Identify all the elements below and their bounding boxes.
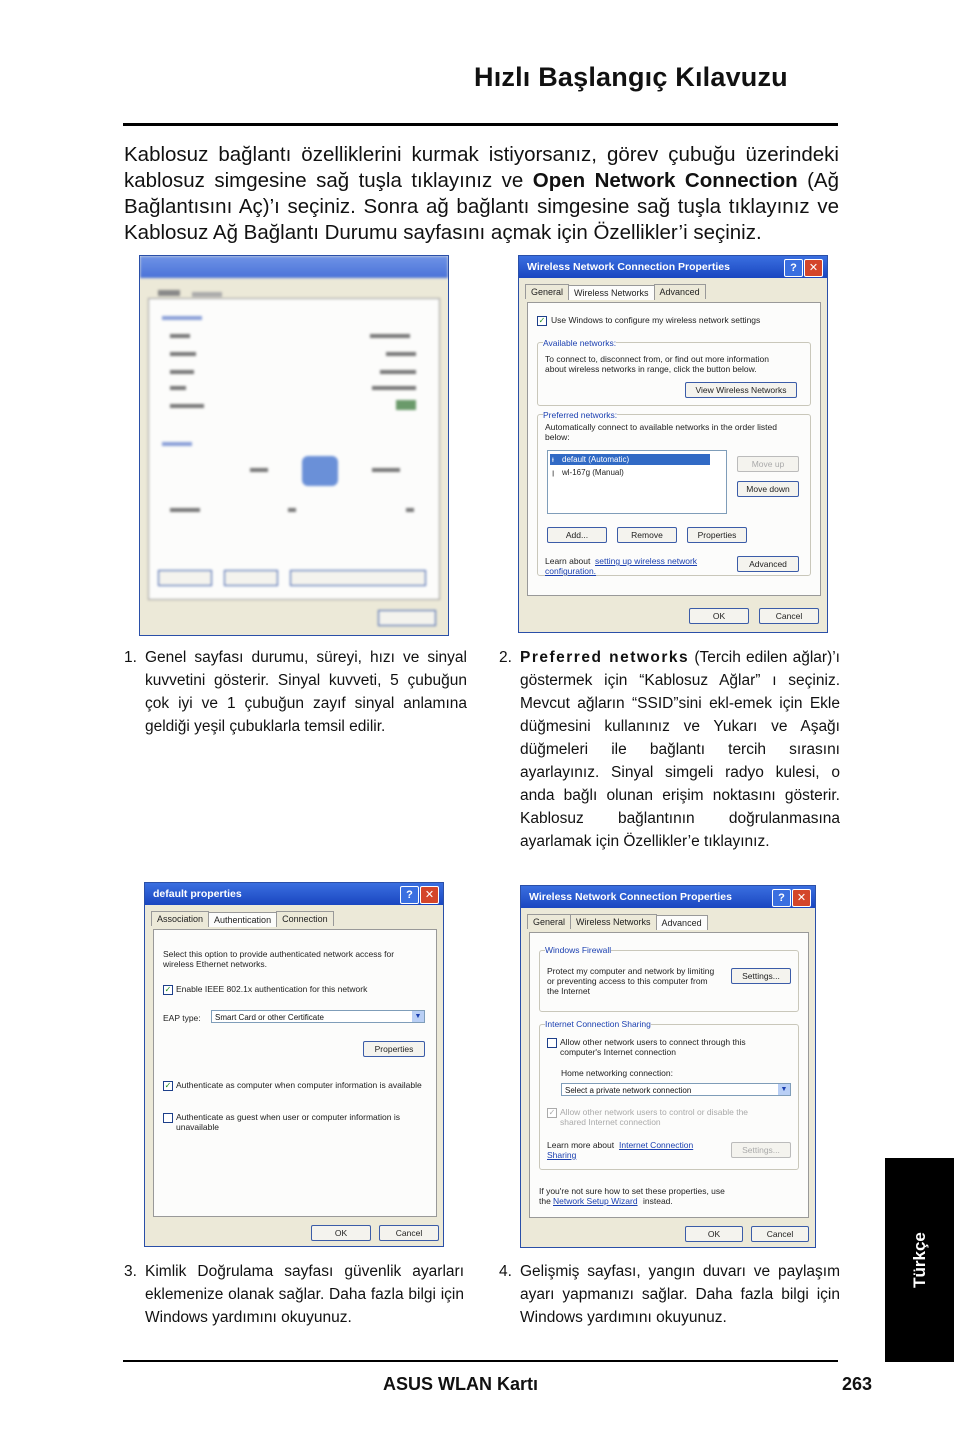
status-titlebar <box>140 256 448 278</box>
caption-3-text: Kimlik Doğrulama sayfası güvenlik ayarları eklemenize olanak sağlar. Daha fazla bilgi için Windows yardımını okuyunuz. <box>145 1263 464 1326</box>
dp-desc-1: Select this option to provide authenticated network access for <box>163 949 395 959</box>
page-number: 263 <box>842 1374 873 1394</box>
eap-type-select[interactable] <box>211 1010 425 1023</box>
chevron-down-icon[interactable]: ▼ <box>778 1084 790 1095</box>
caption-3 <box>124 1260 464 1329</box>
tab-general[interactable]: General <box>525 284 569 299</box>
use-windows-label: Use Windows to configure my wireless network settings <box>551 315 761 325</box>
screenshot-status-window <box>139 255 449 636</box>
caption-4-text: Gelişmiş sayfası, yangın duvarı ve paylaşım ayarı yapmanızı sağlar. Daha fazla bilgi için Windows yardımını okuyunuz. <box>520 1263 840 1326</box>
close-icon[interactable]: ✕ <box>804 259 823 277</box>
move-down-button[interactable]: Move down <box>737 481 799 497</box>
allow-connect-label-2: computer's Internet connection <box>560 1047 676 1057</box>
eap-properties-button[interactable]: Properties <box>363 1041 425 1057</box>
dp-title: default properties <box>153 888 242 900</box>
caption-4-number: 4. <box>499 1263 512 1280</box>
tab-connection[interactable]: Connection <box>276 911 334 926</box>
help-icon[interactable]: ? <box>772 889 791 907</box>
home-networking-select[interactable] <box>561 1083 791 1096</box>
page-title: Hızlı Başlangıç Kılavuzu <box>474 62 788 92</box>
available-text-1: To connect to, disconnect from, or find out more information <box>545 354 769 364</box>
properties-button[interactable]: Properties <box>687 527 747 543</box>
ok-button[interactable]: OK <box>311 1225 371 1241</box>
antenna-icon: ᵻ <box>552 455 554 464</box>
tab-advanced[interactable]: Advanced <box>654 284 706 299</box>
close-icon[interactable]: ✕ <box>420 886 439 904</box>
firewall-settings-button[interactable]: Settings... <box>731 968 791 984</box>
tab-wireless-networks[interactable]: Wireless Networks <box>570 914 657 929</box>
cancel-button[interactable]: Cancel <box>759 608 819 624</box>
ok-button[interactable]: OK <box>689 608 749 624</box>
network-setup-wizard-link[interactable]: Network Setup Wizard <box>553 1196 638 1206</box>
learn-link-2[interactable]: configuration. <box>545 566 597 576</box>
ics-settings-button[interactable]: Settings... <box>731 1142 791 1158</box>
dp-desc-2: wireless Ethernet networks. <box>163 959 267 969</box>
intro-text-2: (Ağ Bağlantısını Aç)’ı seçiniz. Sonra ağ bağlantı simgesine sağ tuşla tıklayınız ve Kablosuz Ağ Bağlantı Durumu sayfasını açmak için Özellikler’i seçiniz. <box>124 169 839 244</box>
enable-8021x-checkbox[interactable]: ✓ <box>164 985 172 994</box>
adv-title: Wireless Network Connection Properties <box>529 891 732 903</box>
auth-computer-checkbox[interactable]: ✓ <box>164 1081 172 1090</box>
chevron-down-icon[interactable]: ▼ <box>412 1011 424 1022</box>
close-icon[interactable]: ✕ <box>792 889 811 907</box>
caption-2-number: 2. <box>499 649 512 666</box>
tab-wireless-networks[interactable]: Wireless Networks <box>568 285 655 300</box>
caption-4 <box>499 1260 840 1329</box>
intro-text-1: Kablosuz bağlantı özelliklerini kurmak istiyorsanız, görev çubuğu üzerindeki kablosuz simgesine sağ tuşla tıklayınız ve <box>124 143 839 192</box>
preferred-label: Preferred networks: <box>543 410 618 420</box>
ics-learn-link-2[interactable]: Sharing <box>547 1150 577 1160</box>
network-name-wl167g: wl-167g (Manual) <box>562 468 624 477</box>
dp-titlebar <box>145 883 443 905</box>
auth-guest-label-2: unavailable <box>176 1122 220 1132</box>
wn-titlebar <box>519 256 827 278</box>
help-icon[interactable]: ? <box>784 259 803 277</box>
note-text-3: instead. <box>643 1196 673 1206</box>
tab-advanced[interactable]: Advanced <box>656 915 708 930</box>
caption-3-number: 3. <box>124 1263 137 1280</box>
firewall-text-2: or preventing access to this computer from <box>547 976 708 986</box>
advanced-button[interactable]: Advanced <box>737 556 799 572</box>
available-label: Available networks: <box>543 338 617 348</box>
screenshot-wireless-networks <box>518 255 828 633</box>
note-text-2: the <box>539 1196 551 1206</box>
note-text-1: If you're not sure how to set these properties, use <box>539 1186 725 1196</box>
preferred-text-1: Automatically connect to available networks in the order listed <box>545 422 777 432</box>
enable-8021x-label: Enable IEEE 802.1x authentication for this network <box>176 984 368 994</box>
ics-learn-text: Learn more about <box>547 1140 615 1150</box>
learn-link-1[interactable]: setting up wireless network <box>595 556 698 566</box>
tab-association[interactable]: Association <box>151 911 209 926</box>
caption-2-text: (Tercih edilen ağlar)’ı göstermek için “Kablosuz Ağlar” ı seçiniz. Mevcut ağların “SSID”sini ekl-emek için Ekle düğmesini kullanınız ve Yukarı ve Aşağı düğmeleri ile bağlantı tercih sırasını ayarlayınız. Sinyal simgeli radyo kulesi, o anda bağlı olunan erişim noktasını gösterir. Kablosuz bağlantının doğrulanmasına ayarlamak için Özellikler’e tıklayınız. <box>520 649 840 850</box>
eap-type-label: EAP type: <box>163 1013 201 1023</box>
adv-tabs <box>521 908 815 929</box>
preferred-text-2: below: <box>545 432 570 442</box>
available-text-2: about wireless networks in range, click the button below. <box>545 364 757 374</box>
allow-connect-checkbox[interactable] <box>547 1038 557 1048</box>
help-icon[interactable]: ? <box>400 886 419 904</box>
caption-1-text: Genel sayfası durumu, süreyi, hızı ve sinyal kuvvetini gösterir. Sinyal kuvveti, 5 çubuğun çok iyi ve 1 çubuğun zayıf sinyal anlamına geldiği yeşil çubuklarla temsil edilir. <box>145 649 467 735</box>
home-networking-value: Select a private network connection <box>565 1086 692 1095</box>
caption-1-number: 1. <box>124 649 137 666</box>
allow-control-label-1: Allow other network users to control or disable the <box>560 1107 749 1117</box>
caption-2 <box>499 646 840 853</box>
tab-general[interactable]: General <box>527 914 571 929</box>
intro-paragraph <box>124 142 839 246</box>
network-name-default: default (Automatic) <box>562 455 630 464</box>
network-item-wl167g[interactable] <box>550 467 710 478</box>
top-rule <box>123 123 838 126</box>
caption-2-bold: Preferred networks <box>520 649 690 666</box>
screenshot-advanced <box>520 885 816 1248</box>
dp-panel <box>153 929 437 1217</box>
view-wireless-networks-button[interactable]: View Wireless Networks <box>685 382 797 398</box>
allow-control-checkbox[interactable]: ✓ <box>548 1108 556 1117</box>
screenshot-default-properties <box>144 882 444 1247</box>
remove-button[interactable]: Remove <box>617 527 677 543</box>
firewall-label: Windows Firewall <box>545 945 612 955</box>
learn-text: Learn about <box>545 556 591 566</box>
firewall-text-3: the Internet <box>547 986 591 996</box>
footer-product: ASUS WLAN Kartı <box>383 1374 539 1394</box>
home-networking-label: Home networking connection: <box>561 1068 673 1078</box>
dp-tabs <box>145 905 443 926</box>
language-tab <box>885 1158 954 1362</box>
network-item-default[interactable] <box>550 454 710 465</box>
bottom-rule <box>123 1360 838 1362</box>
allow-connect-label-1: Allow other network users to connect through this <box>560 1037 746 1047</box>
add-button[interactable]: Add... <box>547 527 607 543</box>
cancel-button[interactable]: Cancel <box>379 1225 439 1241</box>
eap-type-value: Smart Card or other Certificate <box>215 1013 324 1022</box>
cancel-button[interactable]: Cancel <box>751 1226 809 1242</box>
preferred-networks-list[interactable] <box>547 450 727 514</box>
wn-title: Wireless Network Connection Properties <box>527 261 730 273</box>
ics-learn-link-1[interactable]: Internet Connection <box>619 1140 694 1150</box>
wn-tabs <box>519 278 827 299</box>
use-windows-checkbox[interactable]: ✓ <box>538 316 546 325</box>
auth-guest-label-1: Authenticate as guest when user or computer information is <box>176 1112 400 1122</box>
auth-computer-label: Authenticate as computer when computer information is available <box>176 1080 422 1090</box>
allow-control-label-2: shared Internet connection <box>560 1117 661 1127</box>
antenna-icon: ꞁ <box>552 468 555 477</box>
tab-authentication[interactable]: Authentication <box>208 912 277 927</box>
ok-button[interactable]: OK <box>685 1226 743 1242</box>
intro-bold: Open Network Connection <box>532 169 798 192</box>
move-up-button[interactable]: Move up <box>737 456 799 472</box>
language-tab-label: Türkçe <box>909 1232 929 1288</box>
auth-guest-checkbox[interactable] <box>163 1113 173 1123</box>
caption-1 <box>124 646 467 738</box>
adv-titlebar <box>521 886 815 908</box>
firewall-text-1: Protect my computer and network by limiting <box>547 966 715 976</box>
ics-label: Internet Connection Sharing <box>545 1019 651 1029</box>
